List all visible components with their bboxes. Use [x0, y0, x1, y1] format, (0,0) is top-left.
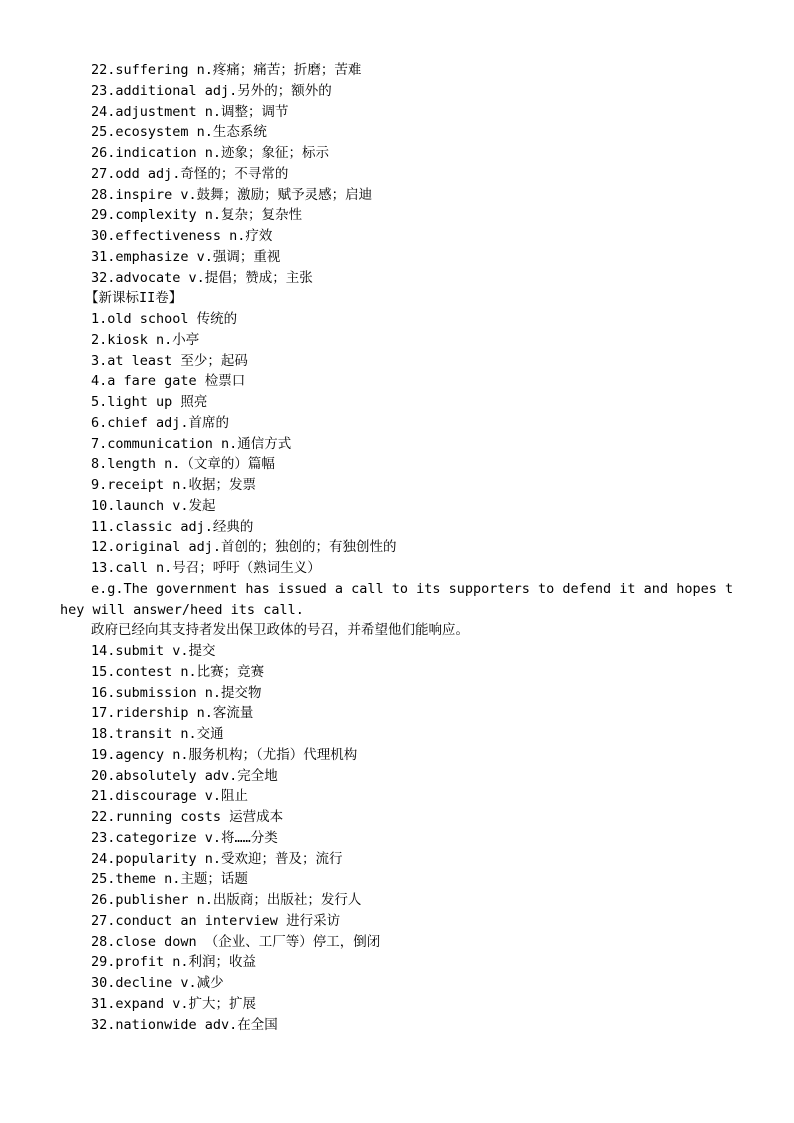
vocab-entry: 8.length n.（文章的）篇幅 — [91, 456, 275, 473]
example-sentence: e.g.The government has issued a call to its supporters to defend it and hopes they will answer/heed its call. — [60, 580, 734, 618]
vocab-entry: 30.decline v.减少 — [91, 975, 224, 991]
vocab-entry: 23.additional adj.另外的；额外的 — [91, 82, 332, 99]
vocab-entry: 32.nationwide adv.在全国 — [91, 1016, 278, 1033]
vocab-entry: 27.conduct an interview 进行采访 — [91, 912, 341, 929]
vocab-entry: 10.launch v.发起 — [91, 497, 216, 514]
vocab-entry: 31.emphasize v.强调；重视 — [91, 248, 281, 265]
vocab-entry: 22.suffering n.疼痛；痛苦；折磨；苦难 — [91, 62, 362, 78]
vocab-entry: 4.a fare gate 检票口 — [91, 373, 246, 390]
section-heading: 【新课标II卷】 — [85, 290, 183, 307]
vocabulary-list — [60, 60, 740, 1035]
vocab-entry: 25.theme n.主题；话题 — [91, 871, 248, 888]
vocab-entry: 5.light up 照亮 — [91, 394, 208, 410]
vocab-entry: 24.adjustment n.调整；调节 — [91, 103, 289, 120]
vocab-entry: 12.original adj.首创的；独创的；有独创性的 — [91, 539, 397, 556]
vocab-entry: 29.complexity n.复杂；复杂性 — [91, 207, 303, 224]
vocab-entry: 31.expand v.扩大；扩展 — [91, 995, 257, 1012]
vocab-entry: 18.transit n.交通 — [91, 726, 224, 742]
vocab-entry: 1.old school 传统的 — [91, 311, 238, 327]
vocab-entry: 7.communication n.通信方式 — [91, 435, 292, 452]
vocab-entry: 3.at least 至少；起码 — [91, 352, 248, 369]
vocab-entry: 11.classic adj.经典的 — [91, 518, 254, 535]
example-translation: 政府已经向其支持者发出保卫政体的号召，并希望他们能响应。 — [91, 622, 469, 639]
vocab-entry: 23.categorize v.将……分类 — [91, 829, 278, 846]
vocab-entry: 28.inspire v.鼓舞；激励；赋予灵感；启迪 — [91, 186, 373, 203]
vocab-entry: 27.odd adj.奇怪的；不寻常的 — [91, 165, 289, 182]
vocab-entry: 15.contest n.比赛；竞赛 — [91, 663, 265, 680]
vocab-entry: 6.chief adj.首席的 — [91, 414, 230, 431]
vocab-entry: 24.popularity n.受欢迎；普及；流行 — [91, 850, 343, 867]
vocab-entry: 2.kiosk n.小亭 — [91, 331, 200, 348]
vocab-entry: 13.call n.号召；呼吁（熟词生义） — [91, 560, 321, 576]
vocab-entry: 29.profit n.利润；收益 — [91, 954, 257, 971]
vocab-entry: 19.agency n.服务机构；（尤指）代理机构 — [91, 746, 358, 763]
vocab-entry: 32.advocate v.提倡；赞成；主张 — [91, 269, 313, 286]
vocab-entry: 14.submit v.提交 — [91, 643, 216, 659]
vocab-entry: 21.discourage v.阻止 — [91, 788, 249, 805]
vocab-entry: 9.receipt n.收据；发票 — [91, 477, 257, 493]
vocab-entry: 16.submission n.提交物 — [91, 684, 262, 701]
vocab-entry: 26.indication n.迹象；象征；标示 — [91, 145, 330, 161]
vocab-entry: 25.ecosystem n.生态系统 — [91, 124, 267, 141]
vocab-entry: 30.effectiveness n.疗效 — [91, 228, 273, 244]
vocab-entry: 28.close down （企业、工厂等）停工，倒闭 — [91, 933, 381, 950]
vocab-entry: 20.absolutely adv.完全地 — [91, 767, 278, 784]
vocab-entry: 22.running costs 运营成本 — [91, 809, 284, 825]
vocab-entry: 26.publisher n.出版商；出版社；发行人 — [91, 892, 362, 908]
vocab-entry: 17.ridership n.客流量 — [91, 705, 254, 722]
